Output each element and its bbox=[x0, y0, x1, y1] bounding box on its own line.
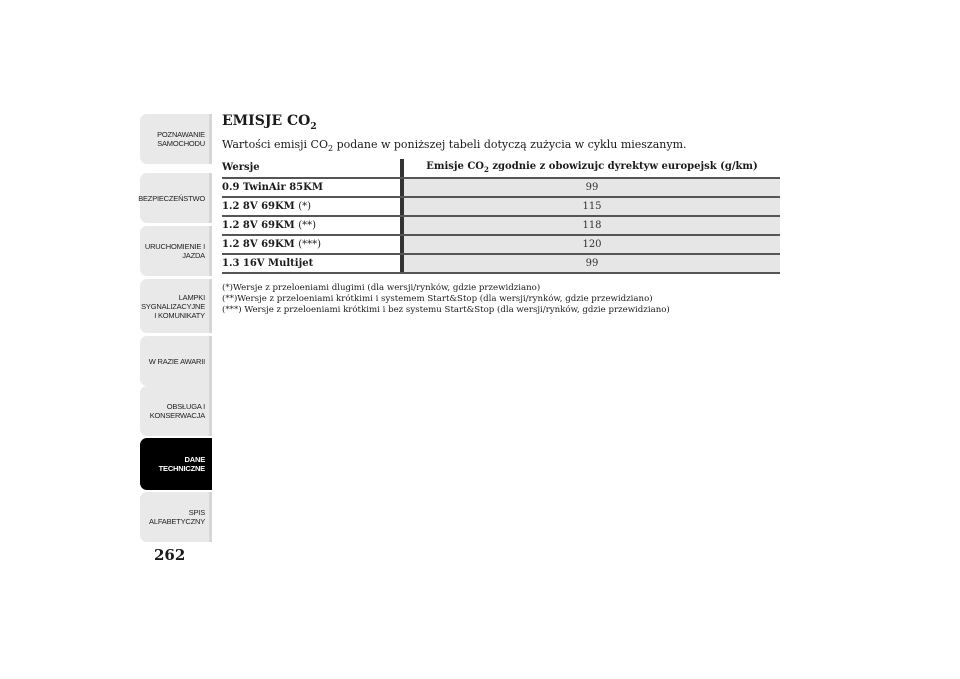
version-name: 1.2 8V 69KM bbox=[222, 220, 295, 231]
tab-label-line: SAMOCHODU bbox=[157, 139, 205, 148]
column-header-versions: Wersje bbox=[222, 159, 400, 178]
emission-value-cell: 99 bbox=[404, 178, 780, 197]
table-header-row bbox=[222, 159, 780, 178]
emission-value-cell: 99 bbox=[404, 254, 780, 273]
version-cell bbox=[222, 235, 400, 254]
emission-value-cell: 120 bbox=[404, 235, 780, 254]
column-header-emissions bbox=[404, 159, 780, 178]
table-row bbox=[222, 235, 780, 254]
chapter-tab-spis-alfabetyczny[interactable] bbox=[140, 492, 212, 542]
chapter-tab-poznawanie-samochodu[interactable] bbox=[140, 114, 212, 164]
tab-label-line: TECHNICZNE bbox=[158, 464, 205, 473]
tab-label-line: ALFABETYCZNY bbox=[149, 517, 205, 526]
emissions-header-before: Emisje CO bbox=[426, 161, 485, 172]
tab-label-line: LAMPKI bbox=[178, 292, 205, 302]
section-title-subscript: 2 bbox=[310, 121, 317, 132]
version-cell bbox=[222, 254, 400, 273]
tab-label-line: URUCHOMIENIE I bbox=[144, 242, 205, 251]
tab-label-line: OBSŁUGA I bbox=[166, 402, 205, 411]
tab-label-line: SYGNALIZACYJNE bbox=[141, 301, 205, 311]
version-name: 0.9 TwinAir 85KM bbox=[222, 182, 323, 193]
emissions-header-subscript: 2 bbox=[484, 165, 489, 174]
intro-text-after: podane w poniższej tabeli dotyczą zużycia w cyklu mieszanym. bbox=[333, 138, 687, 151]
version-footnote-ref: (***) bbox=[298, 239, 322, 250]
table-row bbox=[222, 178, 780, 197]
version-footnote-ref: (**) bbox=[298, 220, 317, 231]
version-name: 1.3 16V Multijet bbox=[222, 258, 314, 269]
table-row bbox=[222, 197, 780, 216]
tab-label-line: W RAZIE AWARII bbox=[148, 356, 205, 366]
footnote-line: (***) Wersje z przeloeniami krótkimi i bez systemu Start&Stop (dla wersji/rynków, gdzie przewidziano) bbox=[222, 305, 670, 315]
emission-value-cell: 118 bbox=[404, 216, 780, 235]
emissions-header-after: zgodnie z obowizujc dyrektyw europejsk (g/km) bbox=[488, 161, 758, 172]
chapter-tab-lampki[interactable] bbox=[140, 279, 212, 333]
section-title-text: EMISJE CO bbox=[222, 113, 311, 129]
intro-paragraph bbox=[222, 138, 687, 153]
tab-label-line: I KOMUNIKATY bbox=[154, 310, 205, 320]
version-name: 1.2 8V 69KM bbox=[222, 239, 295, 250]
chapter-tab-dane-techniczne[interactable] bbox=[140, 438, 212, 490]
version-name: 1.2 8V 69KM bbox=[222, 201, 295, 212]
emission-value-cell: 115 bbox=[404, 197, 780, 216]
page-number: 262 bbox=[154, 546, 186, 564]
tab-label-line: JAZDA bbox=[182, 251, 205, 260]
intro-text-before: Wartości emisji CO bbox=[222, 138, 328, 151]
chapter-tab-w-razie-awarii[interactable] bbox=[140, 336, 212, 386]
footnotes bbox=[222, 283, 670, 316]
tab-label-line: POZNAWANIE bbox=[157, 130, 205, 139]
tab-label-line: DANE bbox=[184, 455, 205, 464]
footnote-line: (**)Wersje z przeloeniami krótkimi i systemem Start&Stop (dla wersji/rynków, gdzie przewidziano) bbox=[222, 294, 653, 304]
version-cell bbox=[222, 178, 400, 197]
tab-label-line: BEZPIECZEŃSTWO bbox=[138, 193, 205, 203]
tab-label-line: SPIS bbox=[188, 508, 205, 517]
chapter-tab-uruchomienie-i-jazda[interactable] bbox=[140, 226, 212, 276]
version-cell bbox=[222, 197, 400, 216]
intro-subscript: 2 bbox=[328, 144, 334, 154]
version-cell bbox=[222, 216, 400, 235]
chapter-tab-obsluga-i-konserwacja[interactable] bbox=[140, 386, 212, 436]
footnote-line: (*)Wersje z przeloeniami dlugimi (dla wersji/rynków, gdzie przewidziano) bbox=[222, 283, 541, 293]
section-title bbox=[222, 113, 317, 132]
emissions-table bbox=[222, 159, 780, 274]
chapter-tab-bezpieczenstwo[interactable] bbox=[140, 173, 212, 223]
tab-label-line: KONSERWACJA bbox=[149, 411, 205, 420]
table-row bbox=[222, 254, 780, 273]
table-row bbox=[222, 216, 780, 235]
version-footnote-ref: (*) bbox=[298, 201, 312, 212]
